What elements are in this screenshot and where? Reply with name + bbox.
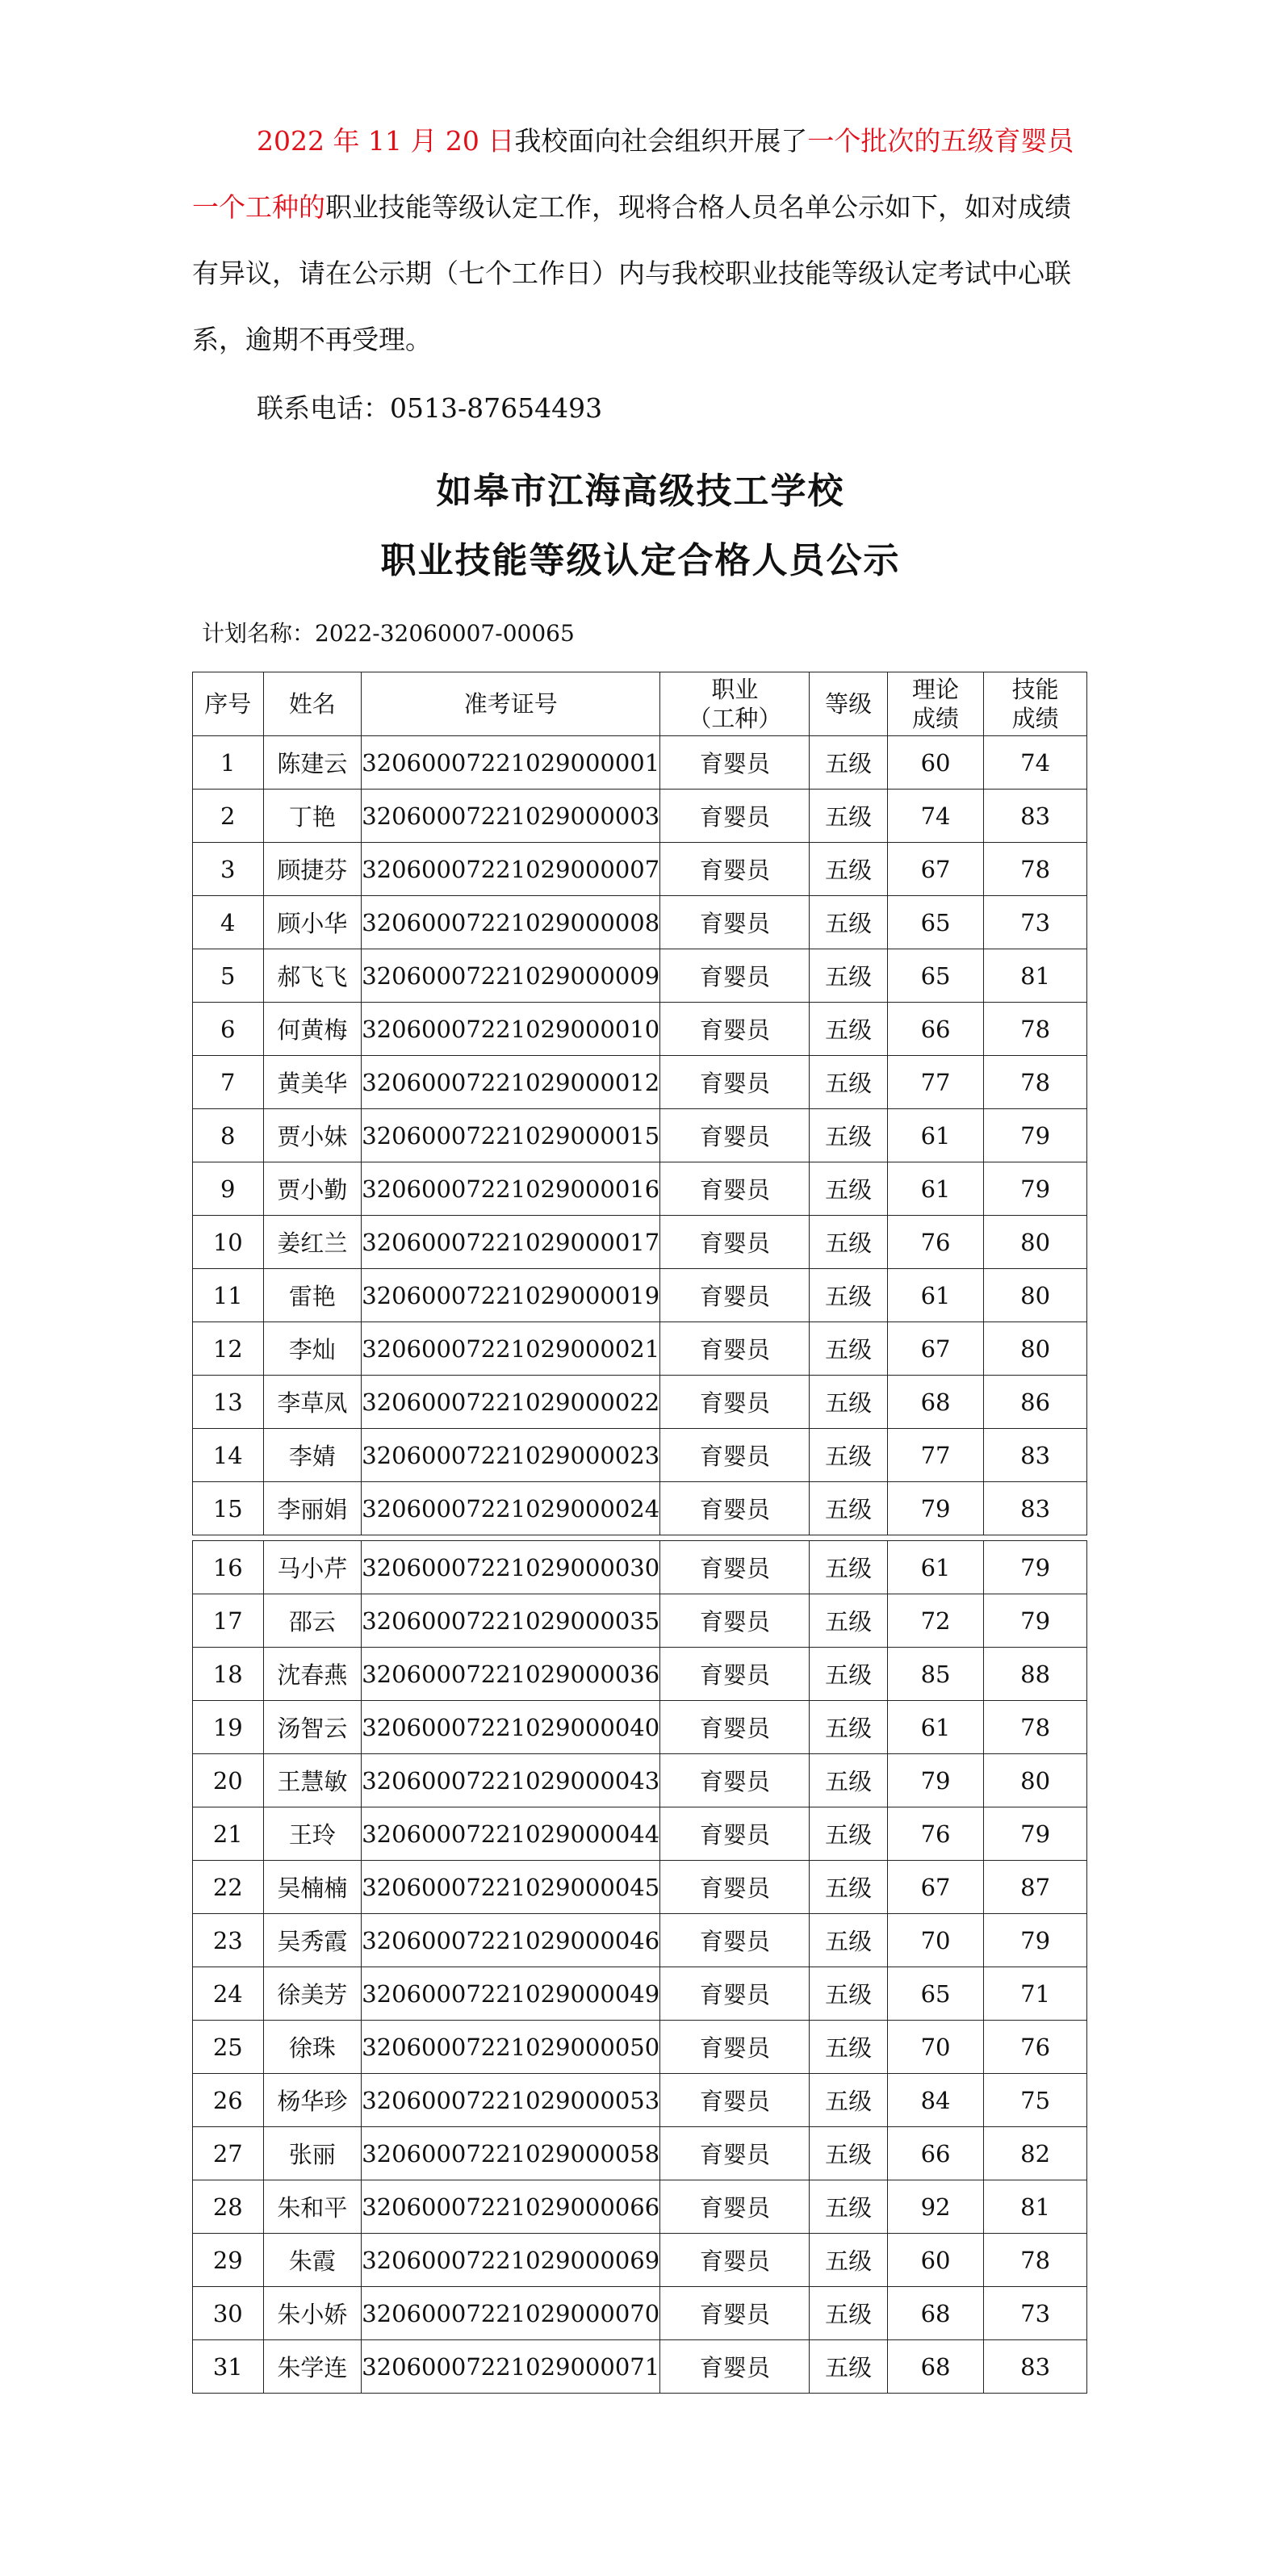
cell-job: 育婴员 [660,1376,810,1429]
cell-ticket: 32060007221029000046 [362,1914,660,1967]
cell-skill: 86 [984,1376,1087,1429]
table-row [193,1376,1087,1429]
cell-ticket: 32060007221029000019 [362,1269,660,1322]
cell-theory: 60 [887,2234,983,2287]
cell-ticket: 32060007221029000071 [362,2340,660,2394]
table-row [193,2340,1087,2394]
cell-level: 五级 [810,1162,887,1216]
cell-name: 张丽 [263,2127,362,2180]
table-row [193,896,1087,949]
cell-theory: 67 [887,1322,983,1376]
cell-skill: 83 [984,2340,1087,2394]
cell-job: 育婴员 [660,1429,810,1482]
cell-job: 育婴员 [660,1648,810,1701]
cell-seq: 10 [193,1216,264,1269]
cell-job: 育婴员 [660,2287,810,2340]
cell-name: 朱小娇 [263,2287,362,2340]
cell-theory: 60 [887,736,983,790]
cell-job: 育婴员 [660,1269,810,1322]
cell-theory: 68 [887,2287,983,2340]
cell-name: 贾小勤 [263,1162,362,1216]
table-row [193,1648,1087,1701]
cell-skill: 79 [984,1109,1087,1162]
header-name: 姓名 [263,672,362,736]
cell-theory: 92 [887,2180,983,2234]
cell-ticket: 32060007221029000021 [362,1322,660,1376]
table-row [193,736,1087,790]
cell-theory: 74 [887,790,983,843]
cell-skill: 78 [984,1056,1087,1109]
header-seq: 序号 [193,672,264,736]
cell-skill: 80 [984,1322,1087,1376]
cell-seq: 12 [193,1322,264,1376]
cell-level: 五级 [810,1594,887,1648]
cell-ticket: 32060007221029000050 [362,2021,660,2074]
cell-seq: 28 [193,2180,264,2234]
cell-job: 育婴员 [660,843,810,896]
cell-skill: 79 [984,1594,1087,1648]
cell-skill: 82 [984,2127,1087,2180]
cell-job: 育婴员 [660,736,810,790]
cell-name: 沈春燕 [263,1648,362,1701]
cell-name: 王玲 [263,1807,362,1861]
cell-theory: 76 [887,1807,983,1861]
cell-job: 育婴员 [660,2180,810,2234]
cell-job: 育婴员 [660,2340,810,2394]
cell-level: 五级 [810,2074,887,2127]
cell-theory: 79 [887,1482,983,1535]
contact-line [257,384,602,433]
cell-ticket: 32060007221029000024 [362,1482,660,1535]
cell-job: 育婴员 [660,1003,810,1056]
cell-skill: 78 [984,1701,1087,1754]
header-skill [984,672,1087,736]
cell-seq: 11 [193,1269,264,1322]
cell-ticket: 32060007221029000007 [362,843,660,896]
table-row [193,2074,1087,2127]
cell-seq: 14 [193,1429,264,1482]
cell-skill: 87 [984,1861,1087,1914]
intro-date: 2022 年 11 月 20 日 [257,125,515,157]
cell-seq: 31 [193,2340,264,2394]
cell-skill: 80 [984,1754,1087,1807]
table-row [193,2021,1087,2074]
cell-name: 朱和平 [263,2180,362,2234]
contact-label: 联系电话： [257,392,390,424]
cell-seq: 15 [193,1482,264,1535]
cell-seq: 7 [193,1056,264,1109]
cell-level: 五级 [810,1861,887,1914]
cell-seq: 2 [193,790,264,843]
cell-theory: 66 [887,2127,983,2180]
plan-name: 计划名称：2022-32060007-00065 [202,620,575,647]
table-row [193,1701,1087,1754]
cell-theory: 65 [887,896,983,949]
cell-name: 朱霞 [263,2234,362,2287]
cell-theory: 67 [887,843,983,896]
cell-level: 五级 [810,1056,887,1109]
cell-theory: 68 [887,1376,983,1429]
cell-seq: 1 [193,736,264,790]
cell-name: 朱学连 [263,2340,362,2394]
cell-level: 五级 [810,1967,887,2021]
header-theory [887,672,983,736]
cell-skill: 81 [984,2180,1087,2234]
cell-job: 育婴员 [660,1162,810,1216]
cell-job: 育婴员 [660,2021,810,2074]
cell-job: 育婴员 [660,2234,810,2287]
cell-job: 育婴员 [660,949,810,1003]
cell-name: 汤智云 [263,1701,362,1754]
cell-job: 育婴员 [660,1322,810,1376]
table-row [193,1216,1087,1269]
intro-text-2: 职业技能等级认定工作，现将合格人员名单公示如下，如对成绩有异议，请在公示期（七个工作日）内与我校职业技能等级认定考试中心联系，逾期不再受理。 [192,191,1071,355]
cell-job: 育婴员 [660,1807,810,1861]
cell-level: 五级 [810,2340,887,2394]
cell-seq: 9 [193,1162,264,1216]
table-row [193,2180,1087,2234]
cell-seq: 17 [193,1594,264,1648]
cell-level: 五级 [810,1216,887,1269]
title-school: 如皋市江海高级技工学校 [436,471,845,512]
cell-level: 五级 [810,1429,887,1482]
cell-ticket: 32060007221029000022 [362,1376,660,1429]
cell-job: 育婴员 [660,1594,810,1648]
table-header [193,672,1087,736]
intro-paragraph [192,108,1096,373]
cell-job: 育婴员 [660,2074,810,2127]
cell-name: 马小芹 [263,1541,362,1594]
cell-ticket: 32060007221029000045 [362,1861,660,1914]
cell-ticket: 32060007221029000053 [362,2074,660,2127]
cell-ticket: 32060007221029000044 [362,1807,660,1861]
cell-level: 五级 [810,949,887,1003]
cell-name: 贾小妹 [263,1109,362,1162]
cell-skill: 78 [984,2234,1087,2287]
header-job-line1: 职业 [711,676,759,703]
cell-ticket: 32060007221029000012 [362,1056,660,1109]
header-skill-line2: 成绩 [1011,705,1059,732]
table-row [193,1269,1087,1322]
cell-skill: 79 [984,1541,1087,1594]
cell-ticket: 32060007221029000049 [362,1967,660,2021]
cell-name: 王慧敏 [263,1754,362,1807]
cell-level: 五级 [810,2127,887,2180]
table-row [193,843,1087,896]
cell-skill: 80 [984,1216,1087,1269]
cell-seq: 30 [193,2287,264,2340]
cell-theory: 61 [887,1701,983,1754]
header-job-line2: （工种） [688,705,782,732]
cell-seq: 27 [193,2127,264,2180]
cell-seq: 26 [193,2074,264,2127]
cell-job: 育婴员 [660,1482,810,1535]
cell-ticket: 32060007221029000010 [362,1003,660,1056]
cell-seq: 24 [193,1967,264,2021]
cell-name: 黄美华 [263,1056,362,1109]
cell-seq: 29 [193,2234,264,2287]
cell-level: 五级 [810,1648,887,1701]
cell-seq: 25 [193,2021,264,2074]
cell-seq: 6 [193,1003,264,1056]
cell-theory: 61 [887,1162,983,1216]
cell-name: 顾小华 [263,896,362,949]
cell-level: 五级 [810,1541,887,1594]
cell-name: 何黄梅 [263,1003,362,1056]
cell-name: 杨华珍 [263,2074,362,2127]
cell-ticket: 32060007221029000001 [362,736,660,790]
cell-ticket: 32060007221029000003 [362,790,660,843]
cell-level: 五级 [810,1322,887,1376]
cell-level: 五级 [810,1003,887,1056]
table-row [193,1429,1087,1482]
cell-level: 五级 [810,1914,887,1967]
table-row [193,1322,1087,1376]
cell-level: 五级 [810,736,887,790]
cell-job: 育婴员 [660,1216,810,1269]
cell-theory: 61 [887,1109,983,1162]
table-row [193,1482,1087,1535]
cell-level: 五级 [810,2287,887,2340]
cell-seq: 20 [193,1754,264,1807]
table-row [193,1967,1087,2021]
cell-level: 五级 [810,1482,887,1535]
page-break-gap [193,1535,1087,1541]
table-row [193,1056,1087,1109]
cell-skill: 78 [984,1003,1087,1056]
cell-ticket: 32060007221029000036 [362,1648,660,1701]
cell-skill: 81 [984,949,1087,1003]
table-body [193,736,1087,2394]
cell-seq: 4 [193,896,264,949]
cell-job: 育婴员 [660,1701,810,1754]
table-row [193,2234,1087,2287]
header-job [660,672,810,736]
cell-level: 五级 [810,1269,887,1322]
cell-name: 郝飞飞 [263,949,362,1003]
cell-ticket: 32060007221029000058 [362,2127,660,2180]
cell-ticket: 32060007221029000023 [362,1429,660,1482]
header-skill-line1: 技能 [1011,676,1059,703]
cell-level: 五级 [810,1701,887,1754]
table-row [193,1109,1087,1162]
cell-job: 育婴员 [660,790,810,843]
header-theory-line1: 理论 [912,676,960,703]
cell-seq: 5 [193,949,264,1003]
cell-seq: 23 [193,1914,264,1967]
intro-batch: 一个批次的五级育婴员一个工种的 [192,125,1074,223]
cell-level: 五级 [810,1754,887,1807]
cell-name: 徐珠 [263,2021,362,2074]
cell-job: 育婴员 [660,1754,810,1807]
table-row [193,1541,1087,1594]
cell-skill: 79 [984,1914,1087,1967]
cell-theory: 70 [887,2021,983,2074]
cell-name: 吴楠楠 [263,1861,362,1914]
cell-theory: 70 [887,1914,983,1967]
table-row [193,1003,1087,1056]
cell-name: 姜红兰 [263,1216,362,1269]
cell-skill: 83 [984,1482,1087,1535]
cell-ticket: 32060007221029000030 [362,1541,660,1594]
roster-table [192,672,1087,2394]
cell-skill: 76 [984,2021,1087,2074]
cell-job: 育婴员 [660,1967,810,2021]
cell-name: 邵云 [263,1594,362,1648]
cell-seq: 8 [193,1109,264,1162]
cell-skill: 79 [984,1807,1087,1861]
table-row [193,1914,1087,1967]
cell-name: 陈建云 [263,736,362,790]
cell-job: 育婴员 [660,896,810,949]
cell-seq: 21 [193,1807,264,1861]
contact-phone: 0513-87654493 [390,392,603,424]
cell-theory: 65 [887,949,983,1003]
cell-level: 五级 [810,2180,887,2234]
cell-skill: 71 [984,1967,1087,2021]
cell-level: 五级 [810,2234,887,2287]
cell-name: 雷艳 [263,1269,362,1322]
cell-ticket: 32060007221029000040 [362,1701,660,1754]
cell-theory: 61 [887,1269,983,1322]
cell-theory: 85 [887,1648,983,1701]
cell-theory: 65 [887,1967,983,2021]
table-row [193,949,1087,1003]
cell-name: 李灿 [263,1322,362,1376]
cell-name: 李丽娟 [263,1482,362,1535]
table-row [193,2127,1087,2180]
cell-ticket: 32060007221029000009 [362,949,660,1003]
cell-job: 育婴员 [660,1541,810,1594]
cell-ticket: 32060007221029000035 [362,1594,660,1648]
cell-skill: 73 [984,2287,1087,2340]
header-level: 等级 [810,672,887,736]
cell-skill: 83 [984,1429,1087,1482]
table-row [193,1162,1087,1216]
header-ticket: 准考证号 [362,672,660,736]
page-break-cell [193,1535,1087,1541]
cell-skill: 75 [984,2074,1087,2127]
cell-name: 丁艳 [263,790,362,843]
title-notice: 职业技能等级认定合格人员公示 [380,540,901,581]
cell-job: 育婴员 [660,2127,810,2180]
cell-theory: 77 [887,1429,983,1482]
cell-name: 李草凤 [263,1376,362,1429]
cell-ticket: 32060007221029000066 [362,2180,660,2234]
cell-name: 顾捷芬 [263,843,362,896]
cell-ticket: 32060007221029000069 [362,2234,660,2287]
cell-level: 五级 [810,896,887,949]
cell-seq: 22 [193,1861,264,1914]
cell-level: 五级 [810,790,887,843]
cell-level: 五级 [810,843,887,896]
table-row [193,2287,1087,2340]
cell-level: 五级 [810,1109,887,1162]
cell-job: 育婴员 [660,1861,810,1914]
table-row [193,1754,1087,1807]
cell-name: 徐美芳 [263,1967,362,2021]
table-row [193,1594,1087,1648]
cell-job: 育婴员 [660,1109,810,1162]
cell-name: 吴秀霞 [263,1914,362,1967]
intro-text-1: 我校面向社会组织开展了 [514,125,808,157]
cell-ticket: 32060007221029000015 [362,1109,660,1162]
cell-skill: 78 [984,843,1087,896]
table-row [193,1807,1087,1861]
cell-level: 五级 [810,2021,887,2074]
cell-job: 育婴员 [660,1914,810,1967]
cell-theory: 76 [887,1216,983,1269]
cell-seq: 18 [193,1648,264,1701]
cell-skill: 83 [984,790,1087,843]
cell-theory: 67 [887,1861,983,1914]
header-theory-line2: 成绩 [912,705,960,732]
table-row [193,1861,1087,1914]
cell-seq: 3 [193,843,264,896]
cell-ticket: 32060007221029000043 [362,1754,660,1807]
cell-skill: 80 [984,1269,1087,1322]
cell-name: 李婧 [263,1429,362,1482]
cell-seq: 13 [193,1376,264,1429]
cell-ticket: 32060007221029000008 [362,896,660,949]
cell-ticket: 32060007221029000017 [362,1216,660,1269]
cell-ticket: 32060007221029000070 [362,2287,660,2340]
cell-job: 育婴员 [660,1056,810,1109]
cell-skill: 73 [984,896,1087,949]
cell-ticket: 32060007221029000016 [362,1162,660,1216]
cell-theory: 72 [887,1594,983,1648]
cell-theory: 61 [887,1541,983,1594]
cell-seq: 19 [193,1701,264,1754]
cell-theory: 77 [887,1056,983,1109]
cell-theory: 79 [887,1754,983,1807]
cell-skill: 74 [984,736,1087,790]
cell-level: 五级 [810,1807,887,1861]
cell-skill: 88 [984,1648,1087,1701]
cell-skill: 79 [984,1162,1087,1216]
cell-level: 五级 [810,1376,887,1429]
table-row [193,790,1087,843]
cell-theory: 84 [887,2074,983,2127]
cell-seq: 16 [193,1541,264,1594]
cell-theory: 68 [887,2340,983,2394]
cell-theory: 66 [887,1003,983,1056]
